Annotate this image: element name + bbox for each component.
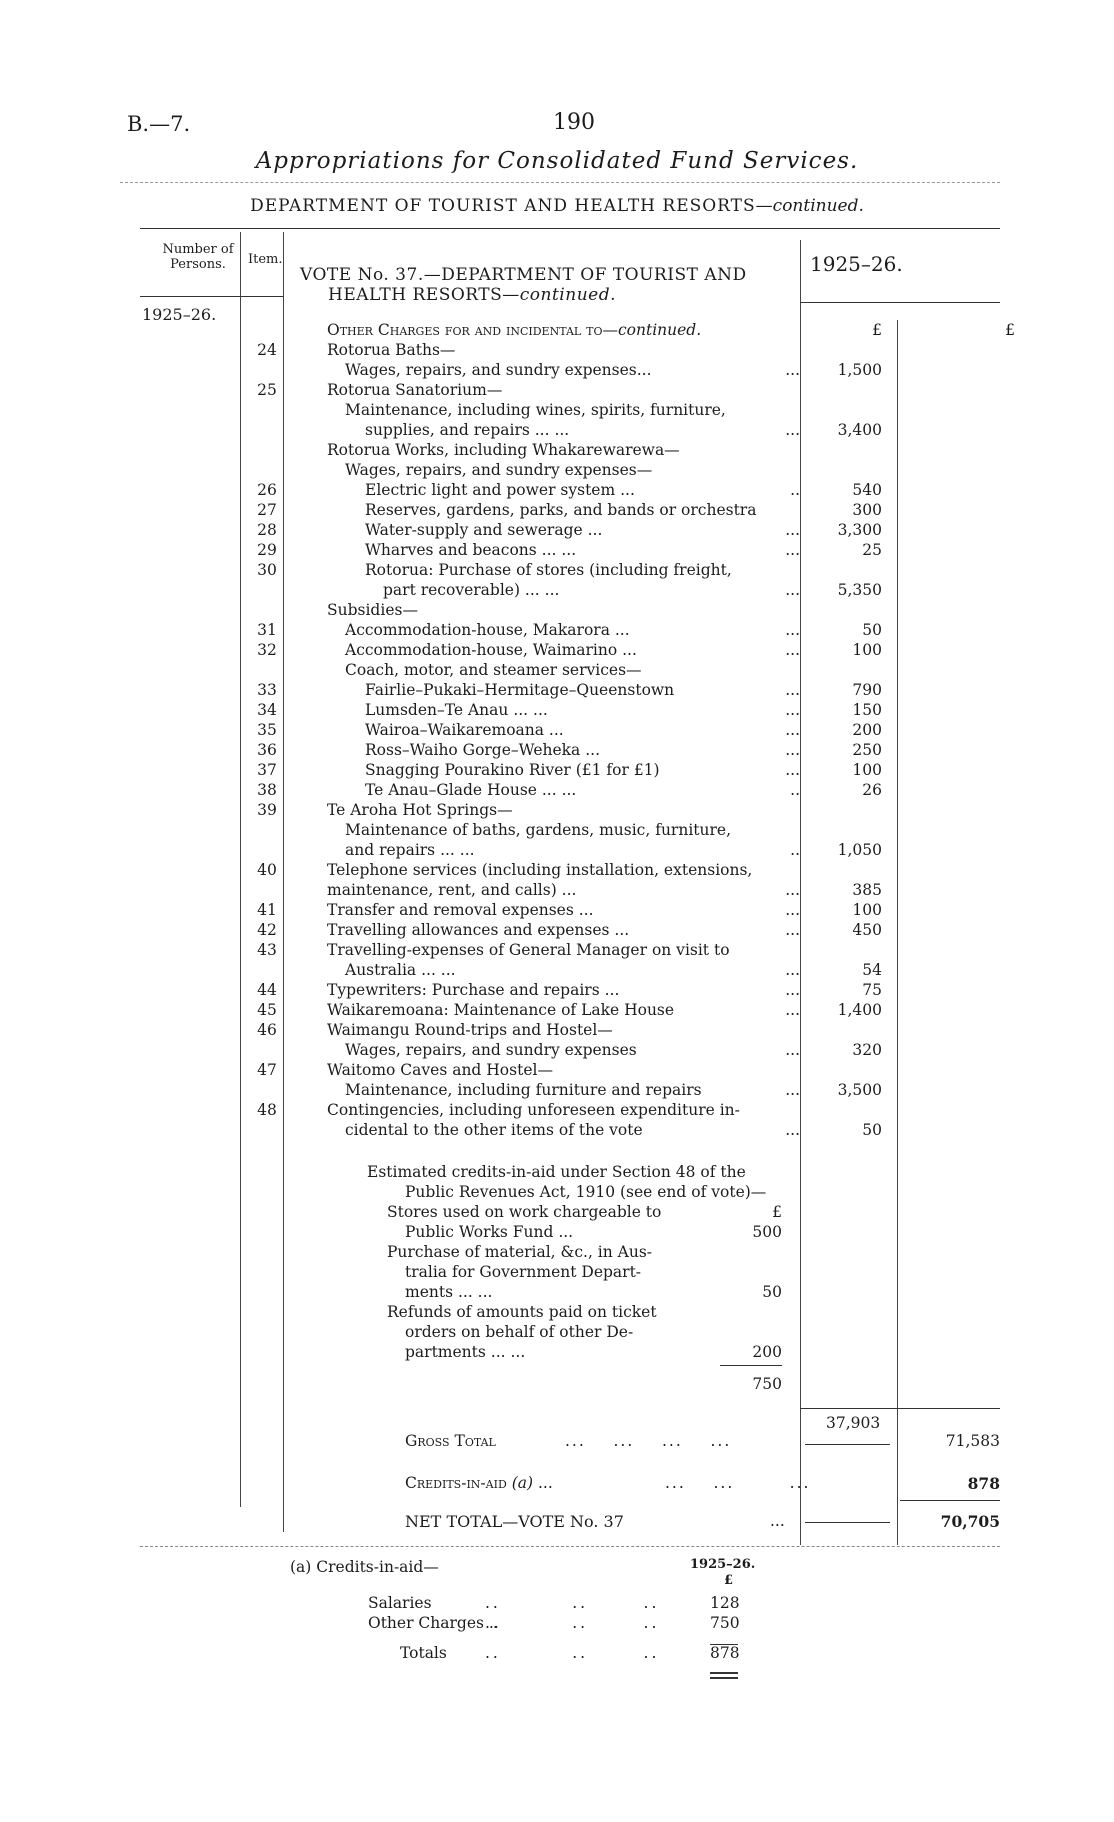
- row-description: [345, 1040, 637, 1060]
- net-dash: [805, 1522, 890, 1523]
- item-number: 41: [257, 901, 277, 919]
- estimated-line: [367, 1162, 782, 1182]
- table-row: [255, 800, 1015, 820]
- row-text: Contingencies, including unforeseen expenditure in-: [327, 1101, 740, 1119]
- row-amount: 50: [862, 621, 882, 639]
- row-description: [365, 720, 564, 740]
- row-description: [365, 740, 600, 760]
- row-description: [327, 940, 730, 960]
- estimated-text: Purchase of material, &c., in Aus-: [387, 1243, 653, 1261]
- gross-total-value: 71,583: [945, 1432, 1000, 1450]
- row-description: [365, 760, 660, 780]
- table-row: [255, 680, 1015, 700]
- row-leader-dots: ...: [785, 1041, 800, 1059]
- table-row: [255, 980, 1015, 1000]
- row-description: [383, 580, 559, 600]
- row-amount: 25: [862, 541, 882, 559]
- footnote-double-rule-a: [710, 1672, 738, 1674]
- estimated-value: 200: [752, 1343, 782, 1361]
- table-row: [255, 660, 1015, 680]
- table-row: [255, 340, 1015, 360]
- table-row: [255, 460, 1015, 480]
- row-text: Te Anau–Glade House ... ...: [365, 781, 577, 799]
- credits-in-aid-value: 878: [967, 1474, 1000, 1493]
- row-text: Maintenance, including furniture and repairs: [345, 1081, 702, 1099]
- footnote-row-dots: .. .. ..: [485, 1614, 660, 1632]
- table-row: [255, 480, 1015, 500]
- row-text: Lumsden–Te Anau ... ...: [365, 701, 548, 719]
- estimated-subtotal-rule: [720, 1365, 782, 1366]
- net-rule: [900, 1500, 1000, 1501]
- vote-heading-continued: —continued.: [502, 285, 616, 305]
- row-text: Maintenance of baths, gardens, music, furniture,: [345, 821, 731, 839]
- row-description: [365, 520, 602, 540]
- footnote-year: 1925–26.: [690, 1557, 756, 1572]
- item-number: 47: [257, 1061, 277, 1079]
- table-bottom-rule: [140, 1546, 1000, 1547]
- table-row: [255, 620, 1015, 640]
- net-total-value: 70,705: [940, 1512, 1000, 1531]
- row-amount: 450: [852, 921, 882, 939]
- estimated-line: [387, 1242, 782, 1262]
- row-description: [365, 420, 569, 440]
- row-amount: 250: [852, 741, 882, 759]
- row-leader-dots: ...: [785, 1121, 800, 1139]
- footnote-total-label: Totals: [400, 1644, 447, 1662]
- table-row: [255, 760, 1015, 780]
- estimated-text: Stores used on work chargeable to: [387, 1203, 662, 1221]
- row-description: [365, 560, 732, 580]
- estimated-value: £: [772, 1203, 782, 1221]
- row-leader-dots: ...: [785, 721, 800, 739]
- item-number: 31: [257, 621, 277, 639]
- row-leader-dots: ...: [785, 621, 800, 639]
- table-row: [255, 560, 1015, 580]
- row-text: Coach, motor, and steamer services—: [345, 661, 642, 679]
- estimated-text: Refunds of amounts paid on ticket: [387, 1303, 657, 1321]
- item-number: 34: [257, 701, 277, 719]
- table-row: [255, 360, 1015, 380]
- estimated-text: tralia for Government Depart-: [405, 1263, 642, 1281]
- row-leader-dots: ...: [785, 421, 800, 439]
- item-number: 40: [257, 861, 277, 879]
- row-leader-dots: ...: [785, 1081, 800, 1099]
- department-continued: —continued.: [755, 196, 864, 216]
- estimated-line: [405, 1322, 782, 1342]
- row-leader-dots: ..: [790, 481, 800, 499]
- table-row: [255, 500, 1015, 520]
- row-description: [345, 360, 652, 380]
- row-text: supplies, and repairs ... ...: [365, 421, 570, 439]
- col-divider-number: [240, 232, 241, 1507]
- item-number: 27: [257, 501, 277, 519]
- row-text: Rotorua Works, including Whakarewarewa—: [327, 441, 680, 459]
- row-description: [365, 780, 576, 800]
- row-description: [345, 1120, 643, 1140]
- year-left-header: 1925–26.: [142, 305, 217, 324]
- row-amount: 150: [852, 701, 882, 719]
- item-number: 39: [257, 801, 277, 819]
- item-number: 44: [257, 981, 277, 999]
- row-description: [327, 1000, 674, 1020]
- table-row: [255, 1040, 1015, 1060]
- estimated-text: orders on behalf of other De-: [405, 1323, 634, 1341]
- row-leader-dots: ...: [785, 901, 800, 919]
- item-number: 45: [257, 1001, 277, 1019]
- vote-heading-line2: HEALTH RESORTS: [328, 285, 503, 305]
- row-description: [327, 880, 576, 900]
- department-heading: [0, 196, 1114, 216]
- row-amount: 385: [852, 881, 882, 899]
- row-text: Electric light and power system ...: [365, 481, 635, 499]
- row-description: [345, 660, 642, 680]
- row-text: Accommodation-house, Waimarino ...: [345, 641, 637, 659]
- row-text: Waikaremoana: Maintenance of Lake House: [327, 1001, 675, 1019]
- item-number: 29: [257, 541, 277, 559]
- row-description: [345, 840, 475, 860]
- row-text: Accommodation-house, Makarora ...: [345, 621, 630, 639]
- row-description: [327, 380, 502, 400]
- table-row: [255, 820, 1015, 840]
- gross-dots: ... ... ... ...: [565, 1432, 732, 1450]
- number-header-rule: [140, 296, 240, 297]
- estimated-value: 50: [762, 1283, 782, 1301]
- page-title: Appropriations for Consolidated Fund Services.: [255, 148, 859, 174]
- table-row: [255, 640, 1015, 660]
- row-amount: 100: [852, 901, 882, 919]
- row-amount: 1,400: [837, 1001, 882, 1019]
- table-row: [255, 380, 1015, 400]
- item-header: Item.: [248, 252, 283, 267]
- row-amount: 54: [862, 961, 882, 979]
- item-number: 26: [257, 481, 277, 499]
- row-amount: 5,350: [837, 581, 882, 599]
- credits-in-aid-label: Credits-in-aid (a) ...: [405, 1474, 553, 1492]
- row-leader-dots: ...: [785, 881, 800, 899]
- row-amount: 320: [852, 1041, 882, 1059]
- footnote-row-name: Other Charges ..: [368, 1614, 499, 1632]
- row-description: [365, 540, 576, 560]
- row-description: [327, 340, 455, 360]
- row-text: Australia ... ...: [345, 961, 456, 979]
- row-description: [327, 800, 513, 820]
- row-amount: 75: [862, 981, 882, 999]
- row-amount: 3,300: [837, 521, 882, 539]
- table-row: [255, 1080, 1015, 1100]
- table-row: [255, 540, 1015, 560]
- row-description: [327, 1100, 740, 1120]
- table-row: [255, 1000, 1015, 1020]
- department-name: DEPARTMENT OF TOURIST AND HEALTH RESORTS: [250, 196, 756, 216]
- item-number: 37: [257, 761, 277, 779]
- row-amount: 3,500: [837, 1081, 882, 1099]
- table-row: [255, 520, 1015, 540]
- year-header-rule: [800, 302, 1000, 303]
- table-row: [255, 720, 1015, 740]
- row-leader-dots: ...: [785, 1001, 800, 1019]
- row-leader-dots: ...: [785, 521, 800, 539]
- footnote-row-value: 750: [710, 1614, 740, 1632]
- row-description: [327, 900, 594, 920]
- row-leader-dots: ...: [785, 921, 800, 939]
- table-row: [255, 1100, 1015, 1120]
- item-number: 30: [257, 561, 277, 579]
- item-number: 38: [257, 781, 277, 799]
- footnote-row-value: 128: [710, 1594, 740, 1612]
- row-leader-dots: ...: [785, 541, 800, 559]
- row-text: cidental to the other items of the vote: [345, 1121, 643, 1139]
- footnote-row-dots: .. .. ..: [485, 1594, 660, 1612]
- row-description: [327, 920, 629, 940]
- table-row: [255, 920, 1015, 940]
- estimated-text: ments ... ...: [405, 1283, 493, 1301]
- row-description: [327, 440, 680, 460]
- item-number: 25: [257, 381, 277, 399]
- row-text: Reserves, gardens, parks, and bands or orchestra: [365, 501, 757, 519]
- row-leader-dots: ...: [785, 701, 800, 719]
- item-number: 48: [257, 1101, 277, 1119]
- row-description: [345, 640, 637, 660]
- row-text: Water-supply and sewerage ...: [365, 521, 603, 539]
- row-text: part recoverable) ... ...: [383, 581, 560, 599]
- estimated-line: [405, 1262, 782, 1282]
- page-number: 190: [553, 110, 595, 135]
- vote-heading-line1: VOTE No. 37.—DEPARTMENT OF TOURIST AND: [300, 265, 747, 285]
- item-number: 36: [257, 741, 277, 759]
- table-row: [255, 1060, 1015, 1080]
- row-leader-dots: ..: [790, 781, 800, 799]
- row-text: Travelling-expenses of General Manager on visit to: [327, 941, 730, 959]
- row-text: Wairoa–Waikaremoana ...: [365, 721, 564, 739]
- table-row: [255, 860, 1015, 880]
- row-text: Rotorua: Purchase of stores (including freight,: [365, 561, 732, 579]
- item-number: 32: [257, 641, 277, 659]
- header-rule: [120, 182, 1000, 183]
- table-row: [255, 580, 1015, 600]
- table-row: [255, 960, 1015, 980]
- row-text: Waitomo Caves and Hostel—: [327, 1061, 553, 1079]
- row-description: [365, 700, 548, 720]
- table-row: [255, 320, 1015, 340]
- row-text: Subsidies—: [327, 601, 418, 619]
- net-total-label: NET TOTAL—VOTE No. 37: [405, 1512, 624, 1531]
- gross-dash: [805, 1444, 890, 1445]
- table-row: [255, 880, 1015, 900]
- item-number: 43: [257, 941, 277, 959]
- year-header: 1925–26.: [810, 252, 903, 276]
- row-text: Wharves and beacons ... ...: [365, 541, 577, 559]
- credits-dots: ... ... ...: [665, 1474, 811, 1492]
- estimated-line: [387, 1302, 782, 1322]
- estimated-total: 750: [752, 1375, 782, 1393]
- row-text: Rotorua Sanatorium—: [327, 381, 503, 399]
- row-amount: £: [872, 321, 882, 339]
- row-amount: 540: [852, 481, 882, 499]
- table-row: [255, 600, 1015, 620]
- credits-ref: (a): [511, 1474, 534, 1492]
- row-amount: 100: [852, 641, 882, 659]
- row-leader-dots: ...: [785, 361, 800, 379]
- table-row: [255, 940, 1015, 960]
- row-description: [345, 400, 726, 420]
- item-number: 33: [257, 681, 277, 699]
- row-text: Typewriters: Purchase and repairs ...: [327, 981, 620, 999]
- row-description: [327, 980, 619, 1000]
- row-amount: 3,400: [837, 421, 882, 439]
- row-description: [345, 460, 652, 480]
- estimated-text: Public Revenues Act, 1910 (see end of vote)—: [405, 1183, 767, 1201]
- row-description: [327, 1020, 613, 1040]
- table-row: [255, 1120, 1015, 1140]
- row-leader-dots: ...: [785, 681, 800, 699]
- table-row: [255, 740, 1015, 760]
- row-amount: 300: [852, 501, 882, 519]
- row-continued: —continued.: [602, 321, 702, 339]
- row-text: Te Aroha Hot Springs—: [327, 801, 513, 819]
- footnote-total-dots: .. .. ..: [485, 1644, 660, 1662]
- vote-heading: [300, 265, 747, 305]
- table-row: [255, 400, 1015, 420]
- row-leader-dots: ...: [785, 761, 800, 779]
- row-leader-dots: ...: [785, 581, 800, 599]
- estimated-line: [405, 1342, 782, 1362]
- row-amount: 26: [862, 781, 882, 799]
- page-reference: B.—7.: [127, 112, 191, 136]
- row-text: Telephone services (including installation, extensions,: [327, 861, 753, 879]
- number-of-persons-header: Number of Persons.: [162, 242, 234, 272]
- row-amount: 790: [852, 681, 882, 699]
- row-description: [327, 320, 701, 340]
- row-leader-dots: ...: [785, 641, 800, 659]
- table-row: [255, 420, 1015, 440]
- row-text: Maintenance, including wines, spirits, furniture,: [345, 401, 726, 419]
- row-text: Snagging Pourakino River (£1 for £1): [365, 761, 660, 779]
- row-text: and repairs ... ...: [345, 841, 475, 859]
- row-description: [365, 680, 674, 700]
- gross-total-label: Gross Total: [405, 1432, 496, 1450]
- row-text: Fairlie–Pukaki–Hermitage–Queenstown: [365, 681, 675, 699]
- footnote-row-name: Salaries: [368, 1594, 432, 1612]
- row-description: [365, 500, 756, 520]
- row-description: [345, 960, 456, 980]
- estimated-text: Estimated credits-in-aid under Section 48 of the: [367, 1163, 746, 1181]
- table-row: [255, 1020, 1015, 1040]
- row-amount: 1,050: [837, 841, 882, 859]
- row-amount: 1,500: [837, 361, 882, 379]
- estimated-line: [387, 1202, 782, 1222]
- row-leader-dots: ...: [785, 981, 800, 999]
- footnote-double-rule-b: [710, 1677, 738, 1679]
- row-description: [345, 820, 731, 840]
- estimated-line: [405, 1282, 782, 1302]
- row-description: [345, 1080, 702, 1100]
- estimated-text: partments ... ...: [405, 1343, 526, 1361]
- row-text: Wages, repairs, and sundry expenses...: [345, 361, 652, 379]
- net-dots: ...: [770, 1512, 785, 1530]
- row-description: [327, 1060, 553, 1080]
- table-row: [255, 440, 1015, 460]
- item-header-rule: [240, 296, 283, 297]
- row-description: [327, 860, 752, 880]
- footnote-total-value: 878: [710, 1644, 740, 1662]
- row-amount: 200: [852, 721, 882, 739]
- row-text: Travelling allowances and expenses ...: [327, 921, 630, 939]
- row-text: Transfer and removal expenses ...: [327, 901, 594, 919]
- footnote-currency: £: [724, 1573, 734, 1588]
- footnote-label: (a) Credits-in-aid—: [290, 1558, 439, 1576]
- row-amount: 50: [862, 1121, 882, 1139]
- row-text: Other Charges for and incidental to: [327, 321, 603, 339]
- estimated-text: Public Works Fund ...: [405, 1223, 574, 1241]
- table-row: [255, 780, 1015, 800]
- row-leader-dots: ..: [790, 841, 800, 859]
- estimated-value: 500: [752, 1223, 782, 1241]
- table-top-rule: [140, 228, 1000, 229]
- item-number: 28: [257, 521, 277, 539]
- row-leader-dots: ...: [785, 961, 800, 979]
- estimated-line: [405, 1182, 782, 1202]
- item-number: 24: [257, 341, 277, 359]
- table-row: [255, 700, 1015, 720]
- row-amount: 100: [852, 761, 882, 779]
- estimated-line: [405, 1222, 782, 1242]
- row-text: Waimangu Round-trips and Hostel—: [327, 1021, 613, 1039]
- row-leader-dots: ...: [785, 741, 800, 759]
- row-description: [365, 480, 635, 500]
- table-row: [255, 900, 1015, 920]
- row-text: maintenance, rent, and calls) ...: [327, 881, 577, 899]
- row-total: £: [1005, 321, 1015, 339]
- gross-subtotal: 37,903: [826, 1414, 881, 1432]
- item-number: 35: [257, 721, 277, 739]
- row-description: [327, 600, 418, 620]
- row-text: Rotorua Baths—: [327, 341, 456, 359]
- item-number: 46: [257, 1021, 277, 1039]
- row-description: [345, 620, 630, 640]
- row-text: Wages, repairs, and sundry expenses: [345, 1041, 637, 1059]
- row-text: Wages, repairs, and sundry expenses—: [345, 461, 653, 479]
- gross-rule: [800, 1408, 1000, 1409]
- item-number: 42: [257, 921, 277, 939]
- row-text: Ross–Waiho Gorge–Weheka ...: [365, 741, 600, 759]
- table-row: [255, 840, 1015, 860]
